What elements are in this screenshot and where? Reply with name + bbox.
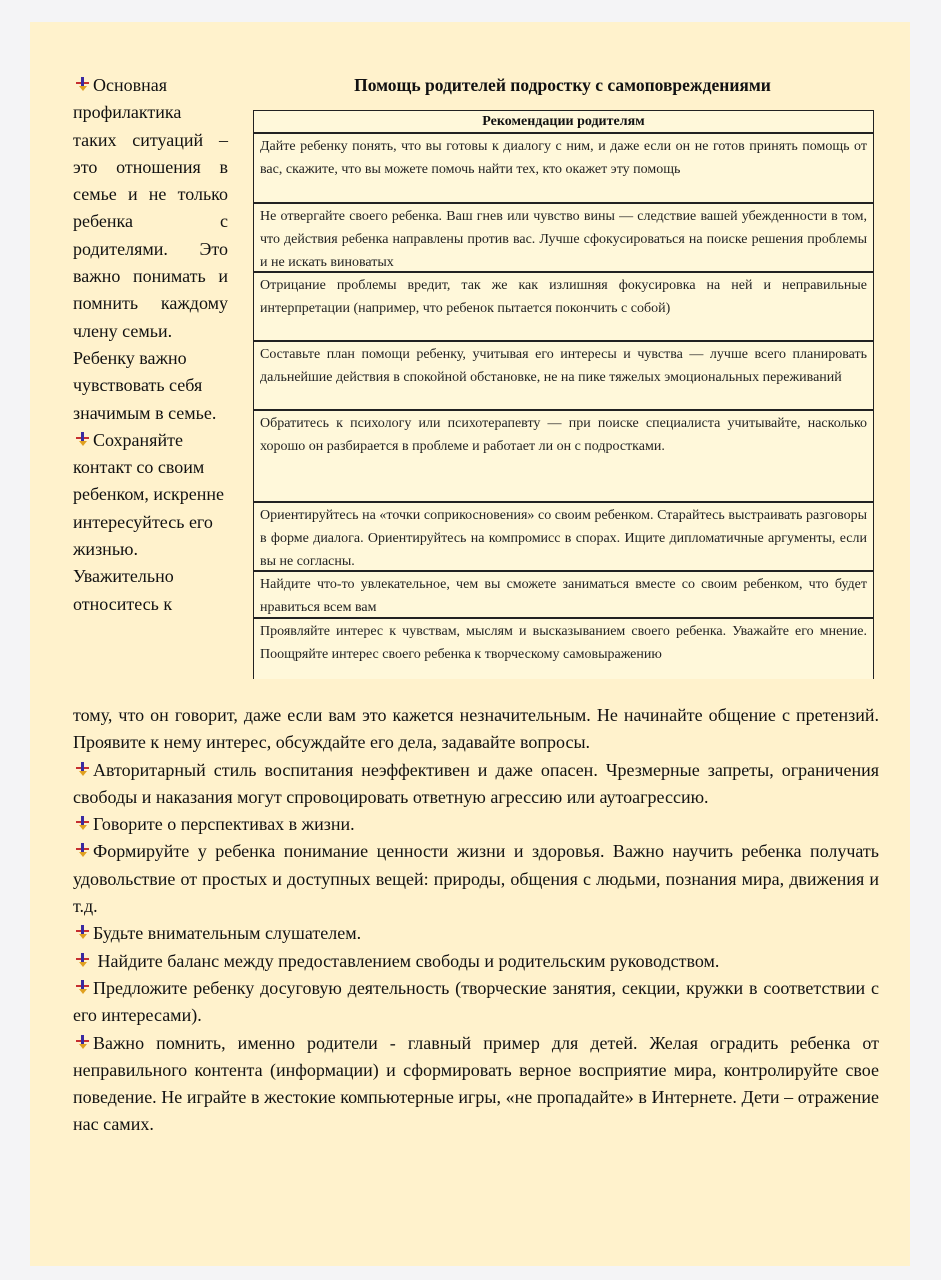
paragraph [73,1030,879,1139]
bottom-text [73,702,879,1139]
paragraph-text: Найдите баланс между предоставлением свободы и родительским руководством. [97,950,720,971]
pushpin-bullet-icon [73,842,92,858]
paragraph [73,757,879,812]
pushpin-bullet-icon [73,761,92,777]
table-header: Рекомендации родителям [254,111,873,134]
paragraph-text: Важно помнить, именно родители - главный пример для детей. Желая оградить ребенка от неправильного контента (информации) и сформировать верное восприятие мира, контролируйте свое поведение. Не играйте в жестокие компьютерные игры, «не пропадайте» в Интернете. Дети – отражение нас самих. [73,1032,879,1135]
paragraph [73,811,879,838]
paragraph [73,838,879,920]
paragraph [73,948,879,975]
table-row: Проявляйте интерес к чувствам, мыслям и высказыванием своего ребенка. Уважайте его мнение. Поощряйте интерес своего ребенка к творческому самовыражению [260,624,867,662]
pushpin-bullet-icon [73,924,92,940]
pushpin-bullet-icon [73,1034,92,1050]
paragraph [73,920,879,947]
table-title: Помощь родителей подростку с самоповреждениями [354,75,771,95]
paragraph [73,72,228,345]
paragraph [73,345,228,427]
table-row: Не отвергайте своего ребенка. Ваш гнев или чувство вины — следствие вашей убежденности в том, что действия ребенка направлены против вас. Лучше сфокусироваться на поиске решения проблемы и не искать виноватых [254,204,873,273]
document-page [30,22,910,1266]
table-row: Дайте ребенку понять, что вы готовы к диалогу с ним, и даже если он не готов принять помощь от вас, скажите, что вы можете помочь найти тех, кто окажет эту помощь [254,134,873,204]
pushpin-bullet-icon [73,76,92,92]
table-row: Найдите что-то увлекательное, чем вы сможете заниматься вместе со своим ребенком, что будет нравиться всем вам [254,572,873,619]
paragraph [73,427,228,618]
paragraph-text: Основная профилактика таких ситуаций – это отношения в семье и не только ребенка с родителями. Это важно понимать и помнить каждому члену семьи. [73,75,228,341]
pushpin-bullet-icon [73,952,92,968]
paragraph-text: Говорите о перспективах в жизни. [93,814,355,835]
table-row: Обратитесь к психологу или психотерапевту — при поиске специалиста учитывайте, насколько хорошо он разбирается в проблеме и работает ли он с подростками. [254,411,873,503]
paragraph-text: тому, что он говорит, даже если вам это кажется незначительным. Не начинайте общение с претензий. Проявите к нему интерес, обсуждайте его дела, задавайте вопросы. [73,705,879,753]
recommendations-table [253,110,874,679]
table-row: Отрицание проблемы вредит, так же как излишняя фокусировка на ней и неправильные интерпретации (например, что ребенок пытается покончить с собой) [254,273,873,342]
left-column-text [73,72,228,618]
pushpin-bullet-icon [73,979,92,995]
pushpin-bullet-icon [73,431,92,447]
paragraph-text: Ребенку важно чувствовать себя значимым в семье. [73,347,217,423]
paragraph-text: Формируйте у ребенка понимание ценности жизни и здоровья. Важно научить ребенка получать удовольствие от простых и доступных вещей: природы, общения с людьми, познания мира, движения и т.д. [73,841,879,917]
table-row: Составьте план помощи ребенку, учитывая его интересы и чувства — лучше всего планировать дальнейшие действия в спокойной обстановке, не на пике тяжелых эмоциональных переживаний [254,342,873,411]
paragraph-text: Сохраняйте контакт со своим ребенком, искренне интересуйтесь его жизнью. Уважительно относитесь к [73,429,225,614]
paragraph [73,975,879,1030]
paragraph [73,702,879,757]
pushpin-bullet-icon [73,815,92,831]
paragraph-text: Авторитарный стиль воспитания неэффективен и даже опасен. Чрезмерные запреты, ограничения свободы и наказания могут спровоцировать ответную агрессию или аутоагрессию. [73,759,879,807]
table-row: Ориентируйтесь на «точки соприкосновения» со своим ребенком. Старайтесь выстраивать разговоры в форме диалога. Ориентируйтесь на компромисс в спорах. Ищите дипломатичные аргументы, если вы не согласны. [254,503,873,572]
paragraph-text: Предложите ребенку досуговую деятельность (творческие занятия, секции, кружки в соответствии с его интересами). [73,977,879,1026]
paragraph-text: Будьте внимательным слушателем. [93,923,362,944]
